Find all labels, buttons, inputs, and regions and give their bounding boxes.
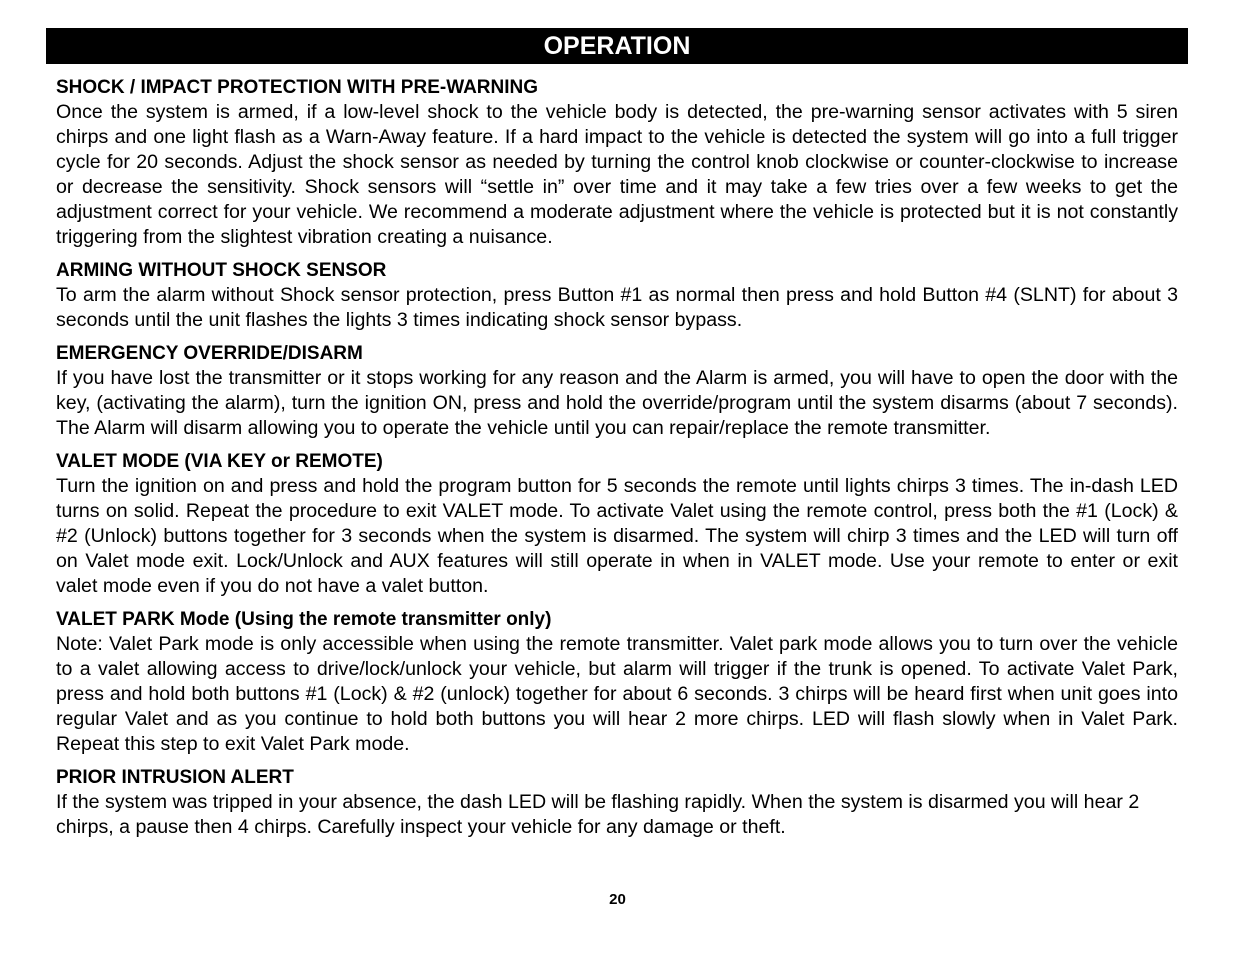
section-paragraph: Turn the ignition on and press and hold the program button for 5 seconds the remote until lights chirps 3 times. The in-dash LED turns on solid. Repeat the procedure to exit VALET mode. To activate Valet using the remote control, press both the #1 (Lock) & #2 (Unlock) buttons together for 3 seconds when the system is disarmed. The system will chirp 3 times and the LED will turn off on Valet mode exit. Lock/Unlock and AUX features will still operate in when in VALET mode. Use your remote to enter or exit valet mode even if you do not have a valet button.: [56, 475, 1178, 597]
section-heading: SHOCK / IMPACT PROTECTION WITH PRE-WARNING: [56, 77, 539, 98]
section-heading: EMERGENCY OVERRIDE/DISARM: [56, 343, 363, 364]
section-arming-without-shock-sensor: [56, 258, 1178, 333]
section-emergency-override: [56, 341, 1178, 441]
section-heading: VALET PARK Mode (Using the remote transmitter only): [56, 609, 552, 630]
page-title: OPERATION: [46, 28, 1188, 64]
section-heading: VALET MODE (VIA KEY or REMOTE): [56, 451, 383, 472]
section-heading: ARMING WITHOUT SHOCK SENSOR: [56, 260, 387, 281]
section-paragraph: Once the system is armed, if a low-level shock to the vehicle body is detected, the pre-warning sensor activates with 5 siren chirps and one light flash as a Warn-Away feature. If a hard impact to the vehicle is detected the system will go into a full trigger cycle for 20 seconds. Adjust the shock sensor as needed by turning the control knob clockwise or counter-clockwise to increase or decrease the sensitivity. Shock sensors will “settle in” over time and it may take a few tries over a few weeks to get the adjustment correct for your vehicle. We recommend a moderate adjustment where the vehicle is protected but it is not constantly triggering from the slightest vibration creating a nuisance.: [56, 101, 1178, 248]
section-valet-park-mode: [56, 607, 1178, 757]
section-valet-mode: [56, 449, 1178, 599]
section-paragraph: If the system was tripped in your absence, the dash LED will be flashing rapidly. When the system is disarmed you will hear 2 chirps, a pause then 4 chirps. Carefully inspect your vehicle for any damage or theft.: [56, 791, 1140, 838]
section-heading: PRIOR INTRUSION ALERT: [56, 767, 294, 788]
section-paragraph: If you have lost the transmitter or it stops working for any reason and the Alarm is armed, you will have to open the door with the key, (activating the alarm), turn the ignition ON, press and hold the override/program until the system disarms (about 7 seconds). The Alarm will disarm allowing you to operate the vehicle until you can repair/replace the remote transmitter.: [56, 367, 1178, 439]
section-paragraph: To arm the alarm without Shock sensor protection, press Button #1 as normal then press and hold Button #4 (SLNT) for about 3 seconds until the unit flashes the lights 3 times indicating shock sensor bypass.: [56, 284, 1178, 331]
section-prior-intrusion-alert: [56, 765, 1178, 840]
document-body: [56, 75, 1178, 848]
section-paragraph: Note: Valet Park mode is only accessible when using the remote transmitter. Valet park mode allows you to turn over the vehicle to a valet allowing access to drive/lock/unlock your vehicle, but alarm will trigger if the trunk is opened. To activate Valet Park, press and hold both buttons #1 (Lock) & #2 (unlock) together for about 6 seconds. 3 chirps will be heard first when unit goes into regular Valet and as you continue to hold both buttons you will hear 2 more chirps. LED will flash slowly when in Valet Park. Repeat this step to exit Valet Park mode.: [56, 633, 1178, 755]
section-shock-impact-protection: [56, 75, 1178, 250]
page-number: 20: [609, 891, 626, 908]
